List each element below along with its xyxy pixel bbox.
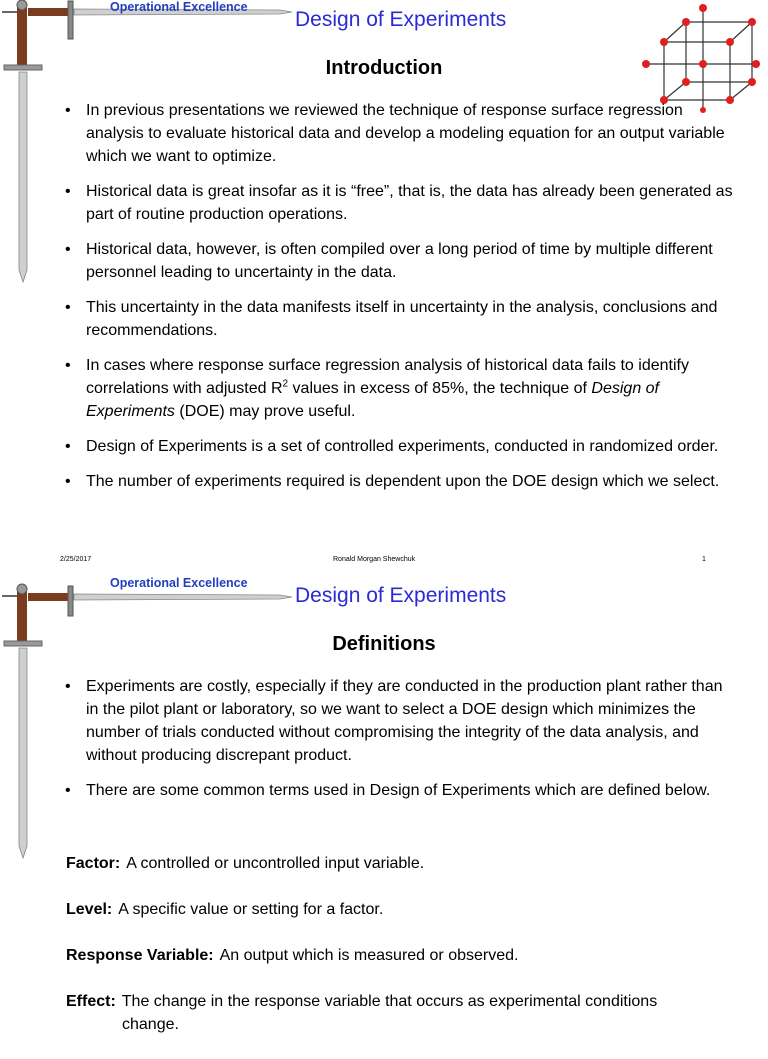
section-heading: Definitions <box>332 633 436 655</box>
bullet-item: • The number of experiments required is dependent upon the DOE design which we select. <box>65 473 720 490</box>
definition-term: Level: <box>66 901 113 918</box>
bullet-item: • Experiments are costly, especially if they are conducted in the production plant rather than in the pilot plant or laboratory, so we want to select a DOE design which minimizes the number of trials conducted without compromising the integrity of the data analysis, and without producing discrepant product. <box>65 678 723 764</box>
bullet-list <box>58 675 738 814</box>
bullet-item: • In previous presentations we reviewed the technique of response surface regression analysis to evaluate historical data and develop a modeling equation for an output variable which we want to optimize. <box>65 102 725 165</box>
bullet-item: • In cases where response surface regression analysis of historical data fails to identify correlations with adjusted $R^2$ values in excess of 85%, the technique of Design of Experiments (DOE) may prove useful. <box>65 357 689 420</box>
definition-term: Effect: <box>66 993 116 1010</box>
footer-page-number: 1 <box>702 556 706 563</box>
bullet-item: • Design of Experiments is a set of controlled experiments, conducted in randomized order. <box>65 438 719 455</box>
bullet-item: • Historical data, however, is often compiled over a long period of time by multiple different personnel leading to uncertainty in the data. <box>65 241 713 281</box>
slide-title: Design of Experiments <box>295 584 507 607</box>
bullet-item: • There are some common terms used in Design of Experiments which are defined below. <box>65 782 711 799</box>
definition-term: Response Variable: <box>66 947 214 964</box>
bullet-list <box>58 99 738 505</box>
definition-list <box>66 852 748 1059</box>
brand-label: Operational Excellence <box>110 0 248 14</box>
cube-icon <box>640 0 760 112</box>
definition-item: Factor: A controlled or uncontrolled input variable. <box>66 855 425 872</box>
slide-title: Design of Experiments <box>295 8 507 31</box>
bullet-item: • This uncertainty in the data manifests itself in uncertainty in the analysis, conclusions and recommendations. <box>65 299 718 339</box>
footer-date: 2/25/2017 <box>60 556 92 563</box>
brand-label: Operational Excellence <box>110 576 248 590</box>
bullet-item: • Historical data is great insofar as it is “free”, that is, the data has already been generated as part of routine production operations. <box>65 183 733 223</box>
section-heading: Introduction <box>325 57 443 79</box>
definition-item: Effect: The change in the response variable that occurs as experimental conditions change. <box>66 993 658 1033</box>
slide-2 <box>0 576 768 1033</box>
definition-term: Factor: <box>66 855 121 872</box>
definition-item: Level: A specific value or setting for a factor. <box>66 901 384 918</box>
footer-author: Ronald Morgan Shewchuk <box>333 556 416 563</box>
definition-item: Response Variable: An output which is measured or observed. <box>66 947 519 964</box>
